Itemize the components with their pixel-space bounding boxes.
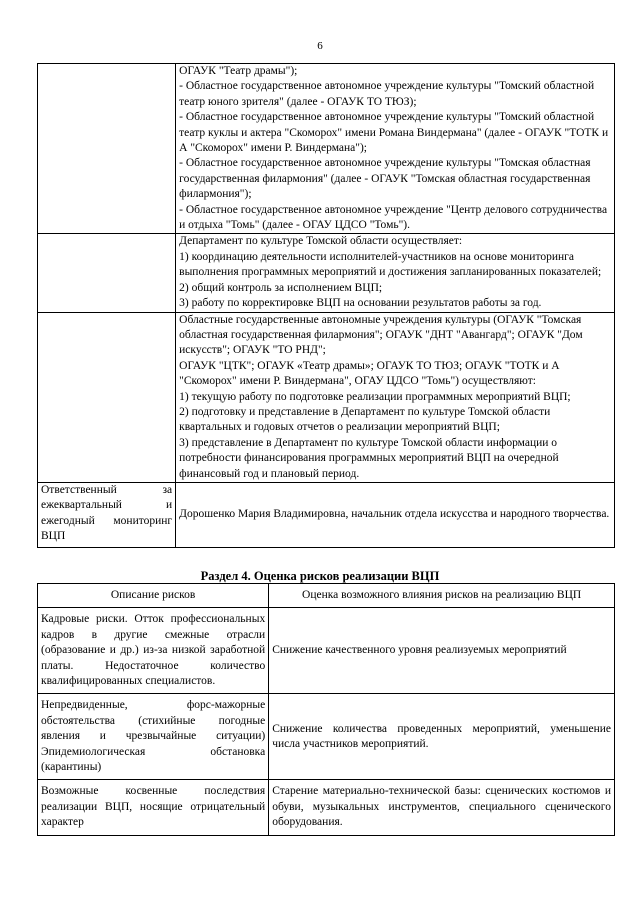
institution-line: - Областное государственное автономное учреждение "Центр делового сотрудничества и отдыха "Томь" (далее - ОГАУ ЦДСО "Томь"). xyxy=(179,203,608,232)
institutions-duties-cell xyxy=(176,312,615,482)
table-row xyxy=(38,312,615,482)
duty-line: 2) подготовку и представление в Департамент по культуре Томской области квартальных и годовых отчетов о реализации мероприятий ВЦП; xyxy=(179,405,551,434)
risk-description: Кадровые риски. Отток профессиональных кадров в другие смежные отрасли (образование и др.) из-за низкой заработной платы. Недостаточное количество квалифицированных специалистов. xyxy=(38,608,269,694)
risk-description: Возможные косвенные последствия реализации ВЦП, носящие отрицательный характер xyxy=(38,780,269,835)
risk-impact: Снижение количества проведенных мероприятий, уменьшение числа участников мероприятий. xyxy=(269,694,615,780)
duty-line: Департамент по культуре Томской области осуществляет: xyxy=(179,235,463,248)
table-row xyxy=(38,234,615,312)
duty-line: ОГАУК "ЦТК"; ОГАУК «Театр драмы»; ОГАУК ТО ТЮЗ; ОГАУК "ТОТК и А "Скоморох" имени Р. Виндермана", ОГАУ ЦДСО "Томь") осуществляют: xyxy=(179,359,560,388)
page-number: 6 xyxy=(317,40,323,52)
risk-impact: Старение материально-технической базы: сценических костюмов и обуви, музыкальных инструментов, специального сценического оборудования. xyxy=(269,780,615,835)
institution-line: ОГАУК "Театр драмы"); xyxy=(179,65,298,77)
implementation-table xyxy=(37,63,615,548)
empty-cell xyxy=(38,234,176,312)
institutions-list-cell xyxy=(176,64,615,234)
duty-line: 3) работу по корректировке ВЦП на основании результатов работы за год. xyxy=(179,297,542,310)
institution-line: - Областное государственное автономное учреждение культуры "Томская областная государственная филармония" (далее - ОГАУК "Томская областная государственная филармония"); xyxy=(179,157,591,201)
duty-line: 3) представление в Департамент по культуре Томской области информации о потребности финансирования программных мероприятий ВЦП на очередной финансовый год и плановый период. xyxy=(179,436,559,480)
risk-impact: Снижение качественного уровня реализуемых мероприятий xyxy=(269,608,615,694)
risk-table xyxy=(37,583,615,836)
empty-cell xyxy=(38,312,176,482)
duty-line: Областные государственные автономные учреждения культуры (ОГАУК "Томская областная государственная филармония"; ОГАУК "ДНТ "Авангард"; ОГАУК "Дом искусств"; ОГАУК "ТО РНД"; xyxy=(179,313,583,357)
table-row xyxy=(38,608,615,694)
department-duties-cell xyxy=(176,234,615,312)
duty-line: 2) общий контроль за исполнением ВЦП; xyxy=(179,281,383,294)
duty-line: 1) текущую работу по подготовке реализации программных мероприятий ВЦП; xyxy=(179,390,571,403)
duty-line: 1) координацию деятельности исполнителей-участников на основе мониторинга выполнения программных мероприятий и достижения запланированных показателей; xyxy=(179,250,602,279)
responsible-label: Ответственный за ежеквартальный и ежегодный мониторинг ВЦП xyxy=(38,482,176,547)
column-header: Описание рисков xyxy=(38,584,269,608)
section-title: Раздел 4. Оценка рисков реализации ВЦП xyxy=(200,569,440,583)
institution-line: - Областное государственное автономное учреждение культуры "Томский областной театр куклы и актера "Скоморох" имени Романа Виндермана" (далее - ОГАУК "ТОТК и А "Скоморох" имени Р. Виндермана"); xyxy=(179,111,609,155)
table-header-row xyxy=(38,584,615,608)
table-row xyxy=(38,482,615,547)
institution-line: - Областное государственное автономное учреждение культуры "Томский областной театр юного зрителя" (далее - ОГАУК ТО ТЮЗ); xyxy=(179,80,595,108)
empty-cell xyxy=(38,64,176,234)
table-row xyxy=(38,780,615,835)
responsible-value: Дорошенко Мария Владимировна, начальник отдела искусства и народного творчества. xyxy=(176,482,615,547)
risk-description: Непредвиденные, форс-мажорные обстоятельства (стихийные погодные явления и чрезвычайные ситуации) Эпидемиологическая обстановка (карантины) xyxy=(38,694,269,780)
table-row xyxy=(38,64,615,234)
column-header: Оценка возможного влияния рисков на реализацию ВЦП xyxy=(269,584,615,608)
table-row xyxy=(38,694,615,780)
